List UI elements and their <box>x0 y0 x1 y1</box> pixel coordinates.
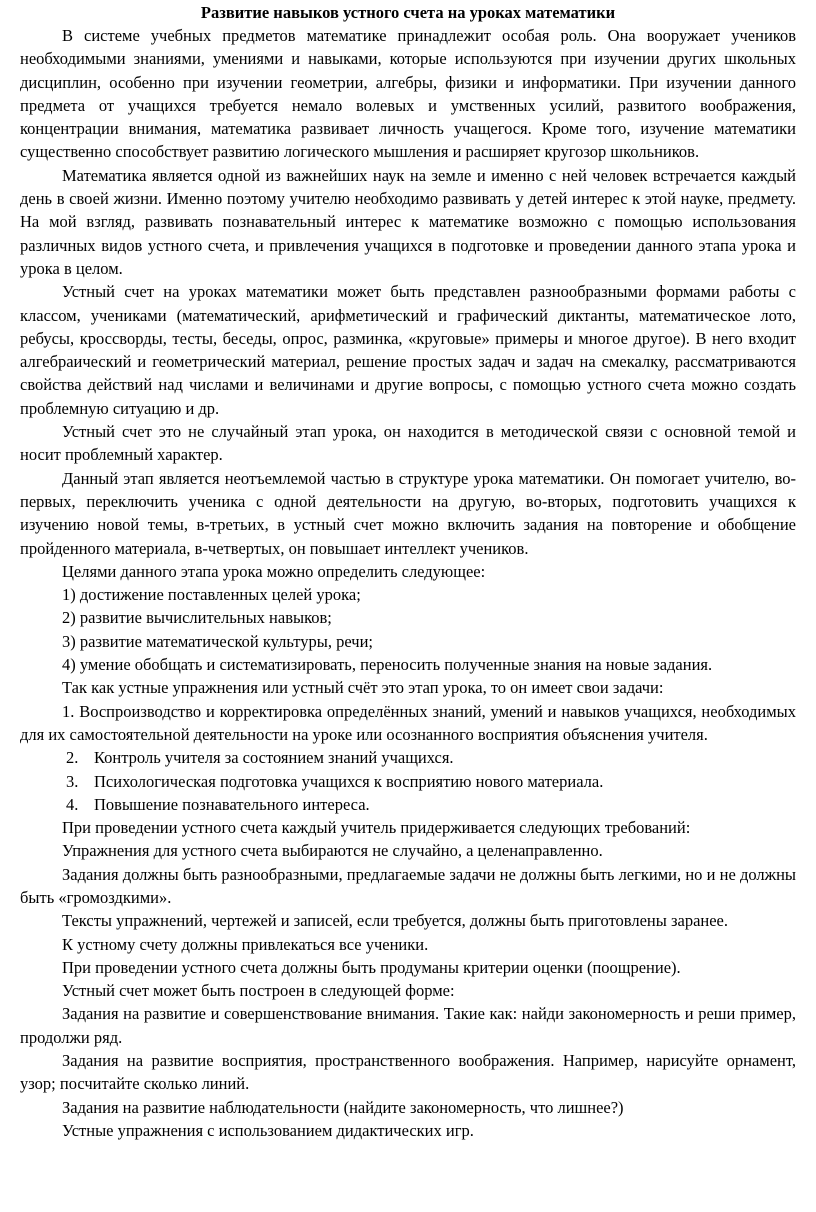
document-title: Развитие навыков устного счета на уроках математики <box>200 3 616 22</box>
goal-item: 3) развитие математической культуры, речи; <box>62 631 373 651</box>
task-item-1: 1. Воспроизводство и корректировка определённых знаний, умений и навыков учащихся, необходимых для их самостоятельной деятельности на уроке или осознанного восприятия объяснения учителя. <box>20 701 796 744</box>
paragraph-stage: Устный счет это не случайный этап урока, он находится в методической связи с основной темой и носит проблемный характер. <box>20 422 796 465</box>
task-text: Повышение познавательного интереса. <box>94 794 370 814</box>
task-item <box>20 746 796 769</box>
requirement-paragraph: Задания на развитие наблюдательности (найдите закономерность, что лишнее?) <box>62 1097 624 1117</box>
document-page <box>20 0 796 1142</box>
requirement-paragraph: Тексты упражнений, чертежей и записей, если требуется, должны быть приготовлены заранее. <box>62 911 728 931</box>
paragraph-tasks-intro: Так как устные упражнения или устный счёт это этап урока, то он имеет свои задачи: <box>62 678 664 698</box>
goal-item: 2) развитие вычислительных навыков; <box>62 608 332 628</box>
requirement-paragraph: Задания на развитие и совершенствование внимания. Такие как: найди закономерность и реши пример, продолжи ряд. <box>20 1004 796 1047</box>
requirement-paragraph: К устному счету должны привлекаться все ученики. <box>62 934 429 954</box>
requirement-paragraph: При проведении устного счета должны быть продуманы критерии оценки (поощрение). <box>62 957 681 977</box>
paragraph-intro: В системе учебных предметов математике принадлежит особая роль. Она вооружает учеников необходимыми знаниями, умениями и навыками, которые используются при изучении других школьных дисциплин, особенно при изучении геометрии, алгебры, физики и информатики. При изучении данного предмета от учащихся требуется немало волевых и умственных усилий, развитого воображения, концентрации внимания, математика развивает личность учащегося. Кроме того, изучение математики существенно способствует развитию логического мышления и расширяет кругозор школьников. <box>20 26 796 162</box>
paragraph-forms: Устный счет на уроках математики может быть представлен разнообразными формами работы с классом, учениками (математический, арифметический и графический диктанты, математическое лото, ребусы, кроссворды, тесты, беседы, опрос, разминка, «круговые» примеры и многое другое). В него входит алгебраический и геометрический материал, решение простых задач и задач на смекалку, рассматриваются свойства действий над числами и величинами и другие вопросы, с помощью устного счета можно создать проблемную ситуацию и др. <box>20 282 796 418</box>
goal-item: 4) умение обобщать и систематизировать, переносить полученные знания на новые задания. <box>62 655 713 675</box>
goal-item: 1) достижение поставленных целей урока; <box>62 585 361 605</box>
requirement-paragraph: Упражнения для устного счета выбираются не случайно, а целенаправленно. <box>62 841 603 861</box>
task-item <box>20 770 796 793</box>
requirement-paragraph: Устный счет может быть построен в следующей форме: <box>62 981 455 1001</box>
requirement-paragraph: Устные упражнения с использованием дидактических игр. <box>62 1120 474 1140</box>
task-item <box>20 793 796 816</box>
task-number: 4. <box>66 794 79 814</box>
requirement-paragraph: Задания должны быть разнообразными, предлагаемые задачи не должны быть легкими, но и не должны быть «громоздкими». <box>20 864 796 907</box>
requirement-paragraph: При проведении устного счета каждый учитель придерживается следующих требований: <box>62 818 691 838</box>
requirement-paragraph: Задания на развитие восприятия, пространственного воображения. Например, нарисуйте орнамент, узор; посчитайте сколько линий. <box>20 1051 796 1094</box>
paragraph-part: Данный этап является неотъемлемой частью в структуре урока математики. Он помогает учителю, во-первых, переключить ученика с одной деятельности на другую, во-вторых, подготовить учащихся к изучению новой темы, в-третьих, в устный счет можно включить задания на повторение и обобщение пройденного материала, в-четвертых, он повышает интеллект учеников. <box>20 468 796 558</box>
paragraph-goals-intro: Целями данного этапа урока можно определить следующее: <box>62 561 486 581</box>
task-number: 2. <box>66 748 79 768</box>
paragraph-importance: Математика является одной из важнейших наук на земле и именно с ней человек встречается каждый день в своей жизни. Именно поэтому учителю необходимо развивать у детей интерес к этой науке, предмету. На мой взгляд, развивать познавательный интерес к математике возможно с помощью использования различных видов устного счета, и привлечения учащихся в подготовке и проведении данного этапа урока и урока в целом. <box>20 165 796 278</box>
task-text: Контроль учителя за состоянием знаний учащихся. <box>94 748 454 768</box>
task-number: 3. <box>66 771 79 791</box>
task-text: Психологическая подготовка учащихся к восприятию нового материала. <box>94 771 604 791</box>
